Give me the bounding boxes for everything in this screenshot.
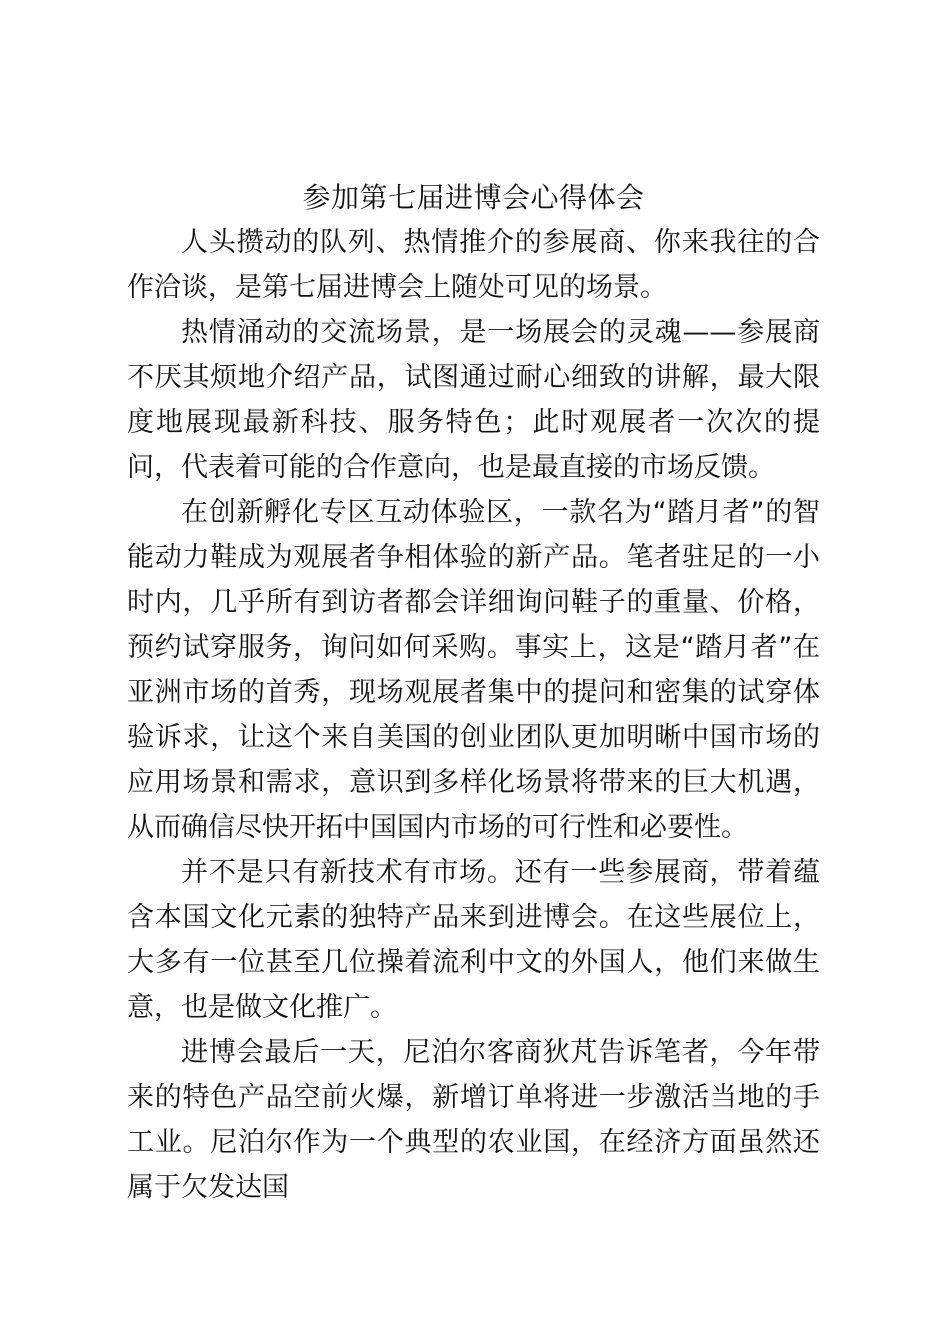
document-title: 参加第七届进博会心得体会 — [302, 181, 645, 214]
paragraph-3: 在创新孵化专区互动体验区，一款名为“踏月者”的智能动力鞋成为观展者争相体验的新产品。笔者驻足的一小时内，几乎所有到访者都会详细询问鞋子的重量、价格，预约试穿服务，询问如何采购。事实上，这是“踏月者”在亚洲市场的首秀，现场观展者集中的提问和密集的试穿体验诉求，让这个来自美国的创业团队更加明晰中国市场的应用场景和需求，意识到多样化场景将带来的巨大机遇，从而确信尽快开拓中国国内市场的可行性和必要性。 — [127, 497, 820, 843]
paragraph-2: 热情涌动的交流场景，是一场展会的灵魂——参展商不厌其烦地介绍产品，试图通过耐心细致的讲解，最大限度地展现最新科技、服务特色；此时观展者一次次的提问，代表着可能的合作意向，也是最直接的市场反馈。 — [127, 317, 820, 483]
paragraph-5: 进博会最后一天，尼泊尔客商狄芃告诉笔者，今年带来的特色产品空前火爆，新增订单将进一步激活当地的手工业。尼泊尔作为一个典型的农业国，在经济方面虽然还属于欠发达国 — [127, 1037, 820, 1203]
paragraph-1: 人头攒动的队列、热情推介的参展商、你来我往的合作洽谈，是第七届进博会上随处可见的场景。 — [127, 227, 820, 303]
paragraph-4: 并不是只有新技术有市场。还有一些参展商，带着蕴含本国文化元素的独特产品来到进博会。在这些展位上，大多有一位甚至几位操着流利中文的外国人，他们来做生意，也是做文化推广。 — [127, 857, 820, 1023]
document-body — [127, 176, 820, 1210]
